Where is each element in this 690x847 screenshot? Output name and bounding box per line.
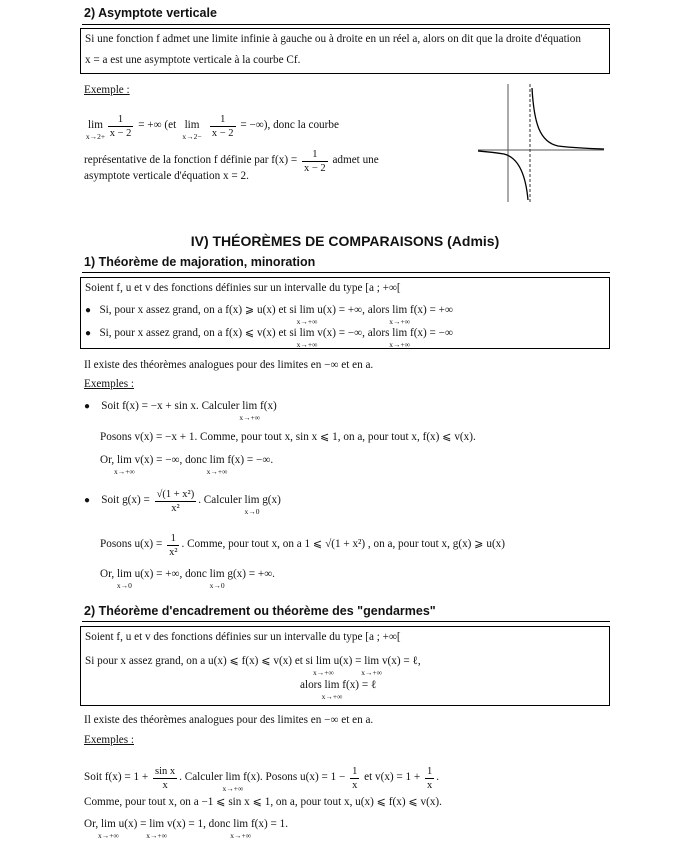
theorem-2-line-3: alors lim x→+∞ f(x) = ℓ [300, 679, 377, 701]
example-1-statement: ● Soit f(x) = −x + sin x. Calculer lim x→+∞ f(x) [84, 400, 277, 422]
section-title-comparaisons: IV) THÉORÈMES DE COMPARAISONS (Admis) [190, 233, 500, 249]
gendarme-example-line-3: Or, lim x→+∞ u(x) = lim x→+∞ v(x) = 1, donc lim x→+∞ f(x) = 1. [84, 818, 289, 840]
theorem-2-line-2: Si pour x assez grand, on a u(x) ⩽ f(x) ⩽ v(x) et si lim x→+∞ u(x) = lim x→+∞ v(x) = ℓ, [85, 655, 421, 677]
theorem-1-line-1: Soient f, u et v des fonctions définies sur un intervalle du type [a ; +∞[ [85, 282, 401, 294]
examples-label-1: Exemples : [84, 378, 135, 390]
examples-label-2: Exemples : [84, 734, 135, 746]
curve-left-branch [478, 151, 528, 200]
subsection-heading-encadrement: 2) Théorème d'encadrement ou théorème des "gendarmes" [84, 604, 436, 618]
definition-line-2: x = a est une asymptote verticale à la courbe Cf. [85, 54, 301, 66]
example-line-2: représentative de la fonction f définie par f(x) = $\frac{1}{x - 2}$ admet une [84, 149, 379, 174]
lim-operator: lim x→2− [182, 119, 202, 141]
definition-line-1: Si une fonction f admet une limite infinie à gauche ou à droite en un réel a, alors on dit que la droite d'équation [85, 33, 581, 45]
subsection-heading-majoration: 1) Théorème de majoration, minoration [84, 255, 316, 269]
fraction: $\frac{1}{x - 2}$ [109, 114, 132, 139]
fraction: $\frac{1}{x - 2}$ [211, 114, 234, 139]
heading-rule [82, 24, 610, 25]
theorem-2-line-1: Soient f, u et v des fonctions définies sur un intervalle du type [a ; +∞[ [85, 631, 401, 643]
lim-operator: lim x→2+ [85, 119, 106, 141]
example-2-statement: ● Soit g(x) = $\frac{\text{√(1 + x²)}}{\text{x²}}$ . Calculer lim x→0 g(x) [84, 489, 281, 516]
example-2-step-1: Posons u(x) = $\frac{1}{\text{x²}}$ . Comme, pour tout x, on a 1 ⩽ √(1 + x²) , on a, pour tout x, g(x) ⩾ u(x) [100, 533, 505, 558]
example-label: Exemple : [84, 84, 130, 96]
analogous-note-1: Il existe des théorèmes analogues pour des limites en −∞ et en a. [84, 359, 374, 371]
hyperbola-graph [478, 84, 604, 202]
heading-rule [82, 272, 610, 273]
gendarme-example-line-1: Soit f(x) = 1 + $\frac{\text{sin x}}{x}$ . Calculer lim x→+∞ f(x). Posons u(x) = 1 − $\frac{1}{x}$ et v(x) = 1 + $\frac{1}{x}$ . [84, 766, 440, 793]
curve-right-branch [532, 88, 604, 149]
example-2-step-2: Or, lim x→0 u(x) = +∞, donc lim x→0 g(x) = +∞. [100, 568, 275, 590]
example-1-step-2: Or, lim x→+∞ v(x) = −∞, donc lim x→+∞ f(x) = −∞. [100, 454, 274, 476]
analogous-note-2: Il existe des théorèmes analogues pour des limites en −∞ et en a. [84, 714, 374, 726]
theorem-1-bullet-2: ● Si, pour x assez grand, on a f(x) ⩽ v(x) et si lim x→+∞ v(x) = −∞, alors lim x→+∞ f(x) = −∞ [85, 327, 453, 349]
example-limits-line: lim x→2+ $\frac{1}{x - 2}$ = +∞ (et lim x→2− $\frac{1}{x - 2}$ = −∞), donc la courbe [85, 114, 339, 141]
theorem-1-bullet-1: ● Si, pour x assez grand, on a f(x) ⩾ u(x) et si lim x→+∞ u(x) = +∞, alors lim x→+∞ f(x) = +∞ [85, 304, 453, 326]
section-heading-asymptote: 2) Asymptote verticale [84, 6, 217, 20]
fraction: $\frac{1}{x - 2}$ [303, 149, 326, 174]
gendarme-example-line-2: Comme, pour tout x, on a −1 ⩽ sin x ⩽ 1, on a, pour tout x, u(x) ⩽ f(x) ⩽ v(x). [84, 796, 442, 808]
heading-rule [82, 621, 610, 622]
example-line-3: asymptote verticale d'équation x = 2. [84, 170, 249, 182]
example-1-step-1: Posons v(x) = −x + 1. Comme, pour tout x, sin x ⩽ 1, on a, pour tout x, f(x) ⩽ v(x). [100, 431, 476, 443]
